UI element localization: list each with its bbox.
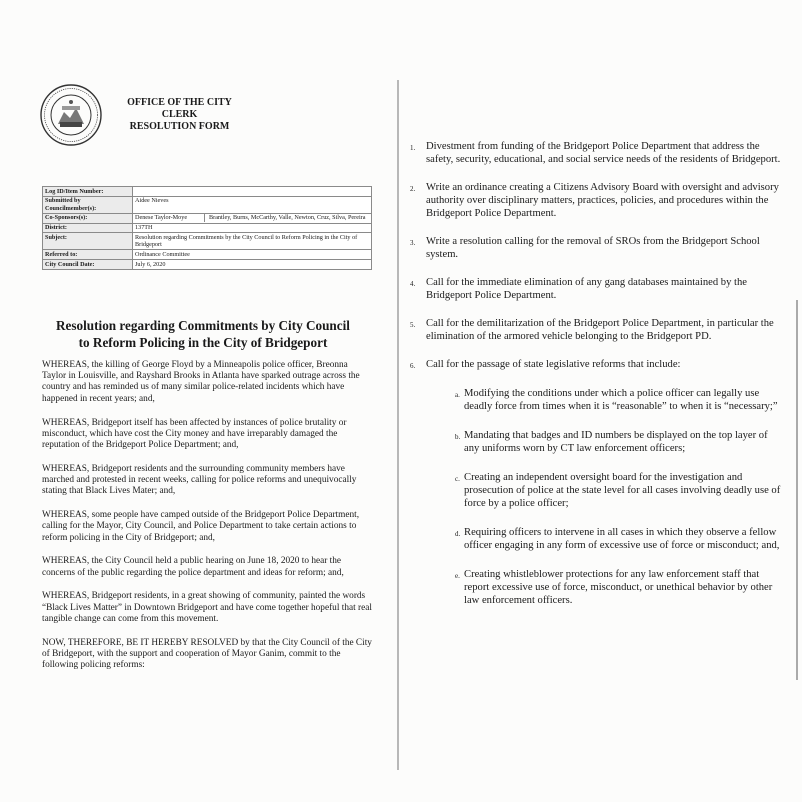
whereas-paragraph: WHEREAS, the killing of George Floyd by a Minneapolis police officer, Breonna Taylor in Louisville, and Rayshard Brooks in Atlanta have sparked outrage across the country and has reminded us of many similar police-related incidents which have happened in recent years; and, [42,360,360,404]
office-title-line2: CLERK [161,109,198,120]
office-title-line3: RESOLUTION FORM [129,121,230,132]
council-date-value: July 6, 2020 [133,260,372,270]
sub-item-text: Mandating that badges and ID numbers be displayed on the top layer of any uniforms worn by CT law enforcement officers; [464,430,768,454]
list-item-text: Write a resolution calling for the removal of SROs from the Bridgeport School system. [426,236,760,260]
sub-item-text: Modifying the conditions under which a police officer can legally use deadly force from times when it is “reasonable” to when it is “necessary;” [464,388,778,412]
sub-item-text: Requiring officers to intervene in all cases in which they observe a fellow officer engaging in any form of excessive use of force or misconduct; and, [464,527,780,551]
subject-label: Subject: [43,233,133,250]
table-row [43,187,372,197]
list-item-number: 2 . [410,183,415,196]
sub-list-item [426,429,782,455]
resolved-paragraph: NOW, THEREFORE, BE IT HEREBY RESOLVED by that the City Council of the City of Bridgeport, with the support and cooperation of Mayor Ganim, commit to the following policing reforms: [42,637,372,671]
list-item-number: 6 . [410,360,415,373]
list-item [410,181,782,220]
list-item-text: Divestment from funding of the Bridgeport Police Department that address the safety, security, educational, and social service needs of the residents of Bridgeport. [426,141,781,165]
list-item-text: Write an ordinance creating a Citizens Advisory Board with oversight and advisory authority over disciplinary matters, practices, policies, and procedures within the Bridgeport Police Department. [426,182,779,219]
log-id-value [133,187,372,197]
resolution-title-line2: to Reform Policing in the City of Bridgeport [78,335,328,350]
list-item-number: 5 . [410,319,415,332]
list-item [410,235,782,261]
whereas-paragraph: WHEREAS, Bridgeport residents and the surrounding community members have marched and protested in recent weeks, calling for police reforms and unequivocally stating that Black Lives Mater; and, [42,463,357,497]
district-value: 137TH [133,223,372,233]
list-item [410,276,782,302]
list-item-number: 3 . [410,237,415,250]
reform-list [410,140,782,623]
table-row [43,250,372,260]
submitted-by-label: Submitted by Councilmember(s): [43,196,133,213]
sub-list-item [426,387,782,413]
co-sponsor-primary: Denese Taylor-Moye [135,214,205,222]
list-item-number: 4 . [410,278,415,291]
resolution-title-line1: Resolution regarding Commitments by City Council [56,318,350,333]
list-item-text: Call for the demilitarization of the Bridgeport Police Department, in particular the elimination of the armored vehicle belonging to the Bridgeport PD. [426,318,774,342]
whereas-clauses [42,360,374,684]
log-id-label: Log ID/Item Number: [43,187,133,197]
whereas-paragraph: WHEREAS, Bridgeport itself has been affected by instances of police brutality or misconduct, which have cost the City money and have irreparably damaged the reputation of the Bridgeport Police Department; and, [42,417,347,450]
sub-list [426,387,782,607]
table-row [43,196,372,213]
table-row [43,223,372,233]
sub-list-item [426,568,782,607]
sub-item-letter: c . [455,473,460,486]
sub-list-item [426,526,782,552]
sub-item-letter: d . [455,528,460,541]
page-edge [796,300,798,680]
sub-item-letter: e . [455,570,460,583]
list-item [410,140,782,166]
list-item [410,358,782,607]
sub-item-letter: b . [455,431,460,444]
sub-item-text: Creating an independent oversight board for the investigation and prosecution of police at the state level for all cases involving deadly use of force by a police officer; [464,472,781,509]
whereas-paragraph: WHEREAS, Bridgeport residents, in a great showing of community, painted the words “Black Lives Matter” in Downtown Bridgeport and have come together hopeful that real tangible change can come from this movement. [42,591,372,624]
district-label: District: [43,223,133,233]
sub-item-text: Creating whistleblower protections for any law enforcement staff that report excessive use of force, misconduct, or unethical behavior by other law enforcement officers. [464,569,773,606]
subject-value: Resolution regarding Commitments by the City Council to Reform Policing in the City of Bridgeport [133,233,372,250]
table-row [43,233,372,250]
list-item-text: Call for the immediate elimination of any gang databases maintained by the Bridgeport Police Department. [426,277,747,301]
table-row [43,260,372,270]
co-sponsors-value [133,213,372,223]
council-date-label: City Council Date: [43,260,133,270]
co-sponsors-label: Co-Sponsors(s): [43,213,133,223]
whereas-paragraph: WHEREAS, the City Council held a public hearing on June 18, 2020 to hear the concerns of the public regarding the police department and ideas for reform; and, [42,556,344,578]
sub-item-letter: a . [455,389,460,402]
referred-to-value: Ordinance Committee [133,250,372,260]
sub-list-item [426,471,782,510]
table-row [43,213,372,223]
resolution-title [28,317,378,351]
resolution-info-table [42,186,372,270]
whereas-paragraph: WHEREAS, some people have camped outside of the Bridgeport Police Department, calling for the Mayor, City Council, and Police Department to take certain actions to reform policing in the City of Bridgeport; and, [42,510,360,543]
office-title [112,97,247,133]
list-item-number: 1 . [410,142,415,155]
city-seal-icon [40,84,102,146]
referred-to-label: Referred to: [43,250,133,260]
list-item-text: Call for the passage of state legislative reforms that include: [426,359,681,370]
submitted-by-value: Aidee Nieves [133,196,372,213]
list-item [410,317,782,343]
co-sponsor-others: Brantley, Burns, McCarthy, Valle, Newton, Cruz, Silva, Pereira [209,214,366,222]
page-divider [397,80,399,770]
office-title-line1: OFFICE OF THE CITY [127,97,232,108]
